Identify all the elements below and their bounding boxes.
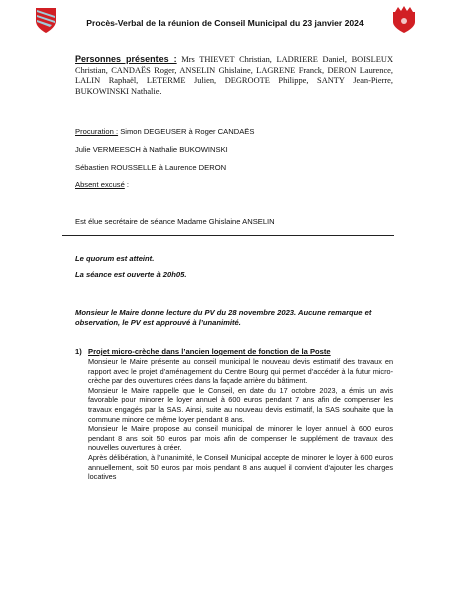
proxy-item: Sébastien ROUSSELLE à Laurence DERON (75, 163, 227, 172)
agenda-item-number: 1) (75, 347, 82, 356)
absent-label: Absent excusé (75, 180, 125, 189)
page-title: Procès-Verbal de la réunion de Conseil Municipal du 23 janvier 2024 (86, 18, 364, 28)
agenda-paragraph: Après délibération, à l’unanimité, le Conseil Municipal accepte de minorer le loyer à 600 euros annuellement, soit 50 euros par mois pendant 8 ans auquel il convient d’ajouter les charges locatives (88, 452, 393, 482)
agenda-paragraph: Monsieur le Maire rappelle que le Conseil, en date du 17 octobre 2023, a émis un avis favorable pour minorer le loyer annuel à 600 euros pendant 7 ans afin de compenser les travaux engagés par la SAS. Ainsi, suite au nouveau devis estimatif, la SAS souhaite que la commune minore ce même loyer pendant 8 ans. (88, 385, 393, 424)
session-opened-text: La séance est ouverte à 20h05. (75, 270, 187, 279)
attendance-section (75, 54, 393, 97)
proxy-item: Simon DEGEUSER à Roger CANDAËS (120, 127, 255, 136)
secretary-line: Est élue secrétaire de séance Madame Ghislaine ANSELIN (75, 217, 275, 226)
proxy-item: Julie VERMEESCH à Nathalie BUKOWINSKI (75, 145, 228, 154)
minutes-approval-text: Monsieur le Maire donne lecture du PV du 28 novembre 2023. Aucune remarque et observation, le PV est approuvé à l’unanimité. (75, 308, 372, 327)
proxy-line (75, 127, 254, 137)
section-divider (62, 235, 394, 236)
agenda-item-title (75, 347, 393, 357)
agenda-paragraph: Monsieur le Maire propose au conseil municipal de minorer le loyer annuel à 600 euros pendant 8 ans soit 50 euros par mois afin de compenser le supplément de travaux des nouvelles ouvertures à créer. (88, 424, 393, 453)
present-label: Personnes présentes : (75, 54, 177, 64)
present-names: Mrs THIEVET Christian, LADRIERE Daniel, BOISLEUX Christian, CANDAËS Roger, ANSELIN Ghislaine, LAGRENE Franck, DERON Laurence, LALIN Raphaël, LETERME Julien, DEGROOTE Philippe, SANTY Jean-Pierre, BUKOWINSKI Nathalie. (75, 55, 394, 96)
agenda-item-body (88, 357, 393, 482)
agenda-item-heading: Projet micro-crèche dans l’ancien logement de fonction de la Poste (88, 347, 331, 356)
proxy-label: Procuration : (75, 127, 119, 136)
agenda-paragraph: Monsieur le Maire présente au conseil municipal le nouveau devis estimatif des travaux en rapport avec le projet d’aménagement du Centre Bourg qui permet d’accéder à la futur micro-crèche par des ouvertures crées dans la façade arrière du bâtiment. (88, 357, 393, 386)
quorum-text: Le quorum est atteint. (75, 254, 155, 263)
present-members (75, 54, 393, 97)
absent-line (75, 180, 129, 190)
agenda-item (75, 347, 393, 482)
absent-suffix: : (124, 180, 130, 189)
